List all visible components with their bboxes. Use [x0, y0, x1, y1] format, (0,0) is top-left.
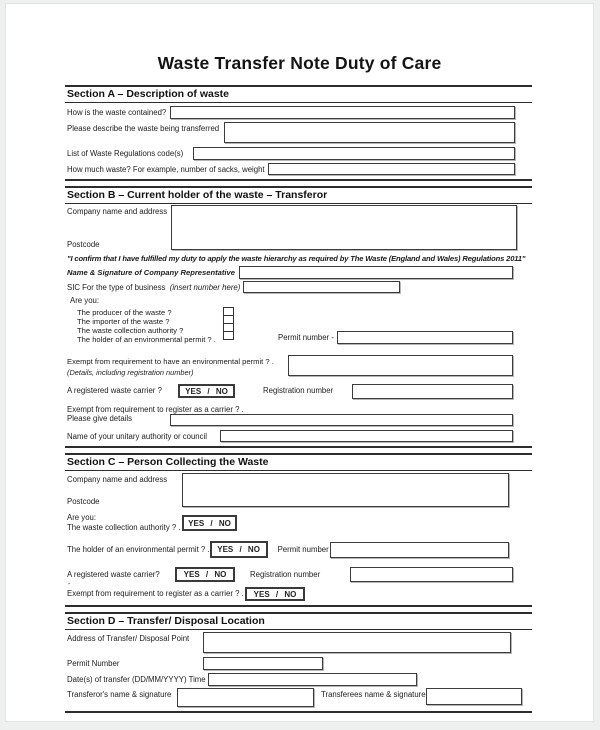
- c-postcode-label: Postcode: [67, 496, 100, 506]
- row-b-sic: [65, 281, 532, 293]
- c-collection-authority-label: The waste collection authority ? .: [67, 522, 181, 532]
- b-option-labels: [77, 308, 216, 345]
- row-d-date: [65, 673, 532, 686]
- c-registered-carrier-yesno[interactable]: YES / NO: [175, 567, 235, 582]
- section-b: [65, 186, 532, 448]
- section-d: [65, 612, 532, 713]
- c-env-permit-yesno[interactable]: YES / NO: [210, 541, 268, 558]
- b-collection-authority-label: The waste collection authority ?: [77, 326, 184, 336]
- row-d-address: [65, 632, 532, 653]
- row-d-permit: [65, 657, 532, 670]
- waste-codes-label: List of Waste Regulations code(s): [67, 149, 184, 158]
- c-are-you-label: Are you:: [67, 513, 97, 522]
- row-c-exempt-carrier: [65, 587, 532, 601]
- section-a: [65, 85, 532, 181]
- d-permit-number-input[interactable]: [203, 657, 323, 670]
- section-a-title: Section A – Description of waste: [65, 87, 532, 103]
- b-authority-input[interactable]: [220, 430, 513, 442]
- row-waste-describe: [65, 122, 532, 143]
- c-registered-carrier-label: A registered waste carrier?: [67, 569, 160, 579]
- b-registered-carrier-yesno[interactable]: YES / NO: [178, 384, 235, 398]
- c-exempt-carrier-yesno[interactable]: YES / NO: [245, 587, 305, 601]
- row-how-much: [65, 163, 532, 175]
- b-permit-number-label: Permit number -: [278, 332, 334, 342]
- c-registration-number-input[interactable]: [350, 567, 513, 582]
- row-c-env-permit: [65, 541, 532, 558]
- b-authority-label: Name of your unitary authority or council: [67, 432, 207, 441]
- row-b-company: [65, 205, 532, 250]
- row-c-collection: [65, 513, 532, 532]
- c-env-permit-holder-label: The holder of an environmental permit ? .: [67, 544, 210, 554]
- section-b-title: Section B – Current holder of the waste – Transferor: [65, 188, 532, 204]
- waste-codes-input[interactable]: [193, 147, 515, 160]
- c-exempt-carrier-label: Exempt from requirement to register as a carrier ? .: [67, 589, 244, 599]
- b-producer-label: The producer of the waste ?: [77, 307, 172, 317]
- waste-contained-input[interactable]: [170, 106, 515, 119]
- b-permit-number-input[interactable]: [337, 331, 513, 344]
- page-title: Waste Transfer Note Duty of Care: [157, 53, 442, 73]
- waste-describe-input[interactable]: [224, 122, 515, 143]
- b-details-input[interactable]: [170, 414, 513, 426]
- row-d-signatures: [65, 688, 532, 707]
- b-name-signature-label: Name & Signature of Company Representative: [67, 268, 235, 277]
- section-c-title: Section C – Person Collecting the Waste: [65, 455, 532, 471]
- b-sic-input[interactable]: [243, 281, 400, 293]
- b-checkbox-stack: [223, 308, 234, 340]
- b-registration-number-label: Registration number: [263, 386, 334, 396]
- row-b-authority: [65, 430, 532, 442]
- d-date-label: Date(s) of transfer (DD/MM/YYYY) Time: [67, 675, 206, 684]
- b-registration-number-input[interactable]: [352, 384, 513, 399]
- c-company-label: Company name and address: [67, 475, 168, 484]
- c-permit-number-label: Permit number: [277, 544, 329, 554]
- how-much-input[interactable]: [268, 163, 515, 175]
- b-exempt-env-hint: (Details, including registration number): [67, 368, 194, 377]
- b-confirm-statement: "I confirm that I have fulfilled my duty to apply the waste hierarchy as required by The Waste (England and Wales) Regulations 2011": [67, 254, 526, 263]
- row-b-exempt-env: [65, 355, 532, 378]
- c-collection-authority-yesno[interactable]: YES / NO: [182, 515, 237, 531]
- b-sic-label: [67, 281, 243, 293]
- c-company-labels: [67, 473, 182, 506]
- c-company-address-input[interactable]: [182, 473, 509, 507]
- b-exempt-env-input[interactable]: [288, 355, 513, 376]
- b-name-signature-input[interactable]: [239, 266, 513, 279]
- b-registered-carrier-label: A registered waste carrier ?: [67, 386, 162, 396]
- row-b-carrier: [65, 384, 532, 399]
- d-transferee-label: Transferees name & signature: [321, 690, 426, 699]
- d-address-label: Address of Transfer/ Disposal Point: [67, 634, 190, 643]
- b-env-permit-holder-label: The holder of an environmental permit ? .: [77, 335, 216, 345]
- b-company-address-input[interactable]: [171, 205, 517, 250]
- b-are-you-options: [65, 308, 532, 348]
- row-waste-codes: [65, 147, 532, 160]
- row-c-carrier: [65, 567, 532, 582]
- c-are-you-labels: [67, 513, 182, 532]
- section-d-title: Section D – Transfer/ Disposal Location: [65, 614, 532, 630]
- b-exempt-carrier-label: Exempt from requirement to register as a carrier ? .: [67, 404, 244, 414]
- how-much-label: How much waste? For example, number of sacks, weight: [67, 165, 265, 174]
- c-stray-mark: -: [68, 581, 71, 588]
- waste-contained-label: How is the waste contained?: [67, 108, 167, 117]
- b-sic-label-text: SIC For the type of business: [67, 283, 166, 292]
- d-transferee-signature-input[interactable]: [426, 688, 522, 705]
- b-sic-hint: (insert number here): [169, 283, 241, 292]
- b-company-labels: [67, 205, 171, 249]
- b-postcode-label: Postcode: [67, 239, 100, 249]
- row-c-company: [65, 473, 532, 507]
- row-b-name-signature: [65, 266, 532, 279]
- d-address-input[interactable]: [203, 632, 511, 653]
- b-exempt-env-labels: [67, 355, 288, 378]
- b-exempt-env-label: Exempt from requirement to have an environmental permit ? .: [67, 356, 274, 366]
- b-importer-label: The importer of the waste ?: [77, 316, 170, 326]
- c-permit-number-input[interactable]: [330, 542, 509, 558]
- section-c: [65, 453, 532, 607]
- b-company-label: Company name and address: [67, 207, 168, 216]
- document-page: [5, 3, 594, 722]
- d-transferor-signature-input[interactable]: [177, 688, 314, 707]
- waste-transfer-form: [65, 85, 532, 713]
- b-env-permit-checkbox[interactable]: [223, 331, 234, 340]
- c-registration-number-label: Registration number: [250, 569, 321, 579]
- b-are-you-label: Are you:: [70, 296, 100, 305]
- waste-describe-label: Please describe the waste being transferred: [67, 124, 220, 133]
- d-date-time-input[interactable]: [208, 673, 417, 686]
- b-details-label: Please give details: [67, 414, 133, 423]
- d-permit-number-label: Permit Number: [67, 659, 120, 668]
- row-b-details: [65, 414, 532, 426]
- d-transferor-label: Transferor's name & signature: [67, 690, 172, 699]
- row-waste-contained: [65, 106, 532, 119]
